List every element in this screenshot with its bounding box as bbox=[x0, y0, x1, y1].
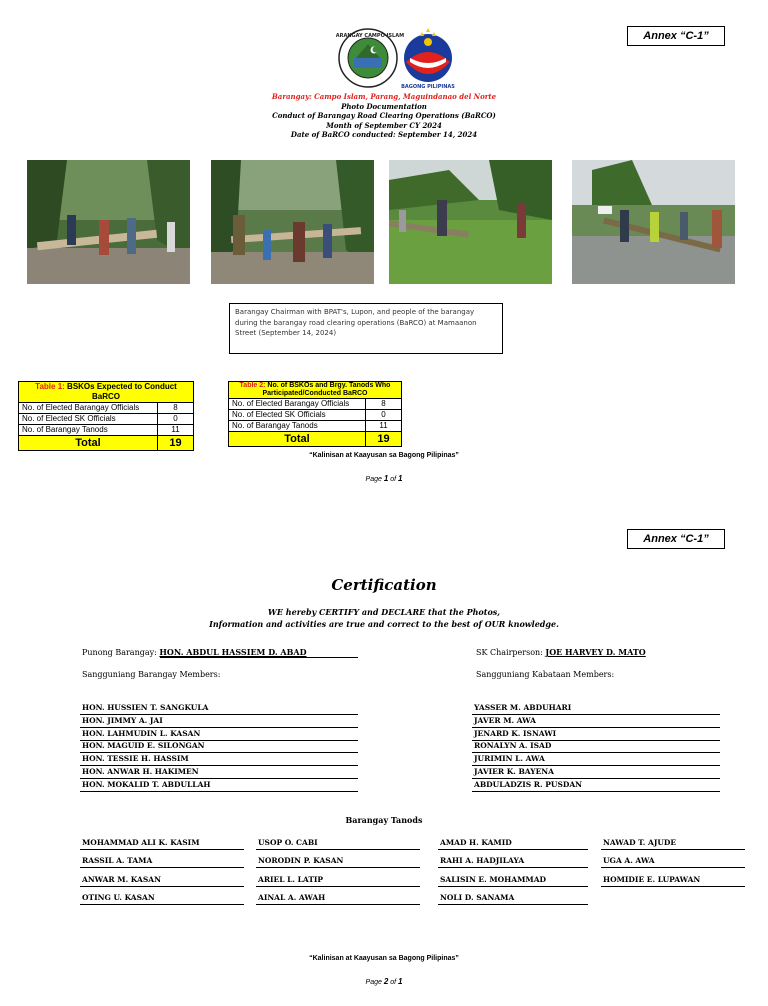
header-line-2: Conduct of Barangay Road Clearing Operations (BaRCO) bbox=[272, 111, 496, 120]
member-name: JURIMIN L. AWA bbox=[472, 753, 720, 766]
barangay-seal-logo bbox=[336, 29, 404, 87]
member-name: HON. HUSSIEN T. SANGKULA bbox=[80, 702, 358, 715]
member-name: YASSER M. ABDUHARI bbox=[472, 702, 720, 715]
member-name: HOMIDIE E. LUPAWAN bbox=[601, 874, 745, 887]
table-bskos-participated bbox=[228, 381, 402, 447]
table1-title: Table 1: BSKOs Expected to Conduct BaRCO bbox=[19, 382, 194, 403]
member-name: USOP O. CABI bbox=[256, 837, 420, 850]
member-name: HON. MOKALID T. ABDULLAH bbox=[80, 779, 358, 792]
table-row: No. of Elected SK Officials 0 bbox=[19, 414, 194, 425]
sk-chairperson: SK Chairperson: JOE HARVEY D. MATO bbox=[476, 647, 646, 657]
tanods-label: Barangay Tanods bbox=[345, 815, 423, 825]
sb-members-label: Sangguniang Barangay Members: bbox=[82, 670, 221, 679]
photo-2 bbox=[211, 160, 374, 284]
punong-signature-line bbox=[160, 657, 358, 658]
table-row: No. of Elected SK Officials 0 bbox=[229, 410, 402, 421]
table-row: No. of Elected Barangay Officials 8 bbox=[229, 399, 402, 410]
photo-1 bbox=[27, 160, 190, 284]
table-row: No. of Barangay Tanods 11 bbox=[229, 421, 402, 432]
member-name: HON. JIMMY A. JAI bbox=[80, 715, 358, 728]
photo-caption: Barangay Chairman with BPAT's, Lupon, and people of the barangay during the barangay road clearing operations (BaRCO) at Mamaanon Street (September 14, 2024) bbox=[229, 303, 503, 354]
photo-4 bbox=[572, 160, 735, 284]
member-name: HON. ANWAR H. HAKIMEN bbox=[80, 766, 358, 779]
sk-members-label: Sangguniang Kabataan Members: bbox=[476, 670, 615, 679]
table-total-row: Total 19 bbox=[19, 436, 194, 451]
page-number: Page 1 of 1 bbox=[365, 474, 403, 483]
bagong-pilipinas-text: BAGONG PILIPINAS bbox=[401, 84, 455, 90]
table-total-row: Total 19 bbox=[229, 432, 402, 447]
member-name: NORODIN P. KASAN bbox=[256, 855, 420, 868]
certification-title: Certification bbox=[331, 576, 437, 594]
barangay-name: Barangay: Campo Islam, Parang, Maguindanao del Norte bbox=[271, 92, 497, 101]
table-row: No. of Elected Barangay Officials 8 bbox=[19, 403, 194, 414]
seal-text: BARANGAY CAMPO ISLAM bbox=[336, 33, 405, 39]
header-line-3: Month of September CY 2024 bbox=[326, 120, 442, 130]
member-name: SALISIN E. MOHAMMAD bbox=[438, 874, 588, 887]
header-logos bbox=[336, 28, 456, 90]
member-name: ARIEL L. LATIP bbox=[256, 874, 420, 887]
page-number: Page 2 of 1 bbox=[365, 977, 403, 986]
member-name: NOLI D. SANAMA bbox=[438, 892, 588, 905]
member-name: RONALYN A. ISAD bbox=[472, 740, 720, 753]
table-row: No. of Barangay Tanods 11 bbox=[19, 425, 194, 436]
member-name: UGA A. AWA bbox=[601, 855, 745, 868]
member-name: ANWAR M. KASAN bbox=[80, 874, 244, 887]
slogan: “Kalinisan at Kaayusan sa Bagong Pilipinas” bbox=[309, 955, 459, 962]
member-name: ABDULADZIS R. PUSDAN bbox=[472, 779, 720, 792]
document-header bbox=[234, 92, 534, 140]
member-name: NAWAD T. AJUDE bbox=[601, 837, 745, 850]
punong-barangay: Punong Barangay: HON. ABDUL HASSIEM D. ABAD bbox=[82, 647, 307, 657]
member-name: HON. LAHMUDIN L. KASAN bbox=[80, 728, 358, 741]
certification-statement: WE hereby CERTIFY and DECLARE that the Photos, Information and activities are true and correct to the best of OUR knowledge. bbox=[209, 607, 559, 629]
annex-label: Annex “C-1” bbox=[627, 529, 725, 549]
member-name: JAVIER K. BAYENA bbox=[472, 766, 720, 779]
header-line-4: Date of BaRCO conducted: September 14, 2024 bbox=[290, 130, 478, 139]
table-bskos-expected bbox=[18, 381, 194, 451]
annex-label: Annex “C-1” bbox=[627, 26, 725, 46]
header-line-1: Photo Documentation bbox=[341, 101, 427, 111]
member-name: OTING U. KASAN bbox=[80, 892, 244, 905]
member-name: JAVER M. AWA bbox=[472, 715, 720, 728]
member-name: MOHAMMAD ALI K. KASIM bbox=[80, 837, 244, 850]
member-name: RAHI A. HADJILAYA bbox=[438, 855, 588, 868]
member-name: RASSIL A. TAMA bbox=[80, 855, 244, 868]
bagong-pilipinas-logo bbox=[401, 28, 455, 90]
member-name: JENARD K. ISNAWI bbox=[472, 728, 720, 741]
member-name: AMAD H. KAMID bbox=[438, 837, 588, 850]
member-name: HON. TESSIE H. HASSIM bbox=[80, 753, 358, 766]
member-name: HON. MAGUID E. SILONGAN bbox=[80, 740, 358, 753]
member-name: AINAL A. AWAH bbox=[256, 892, 420, 905]
photo-3 bbox=[389, 160, 552, 284]
table2-title: Table 2: No. of BSKOs and Brgy. Tanods Who Participated/Conducted BaRCO bbox=[229, 382, 402, 399]
slogan: “Kalinisan at Kaayusan sa Bagong Pilipinas” bbox=[309, 452, 459, 459]
